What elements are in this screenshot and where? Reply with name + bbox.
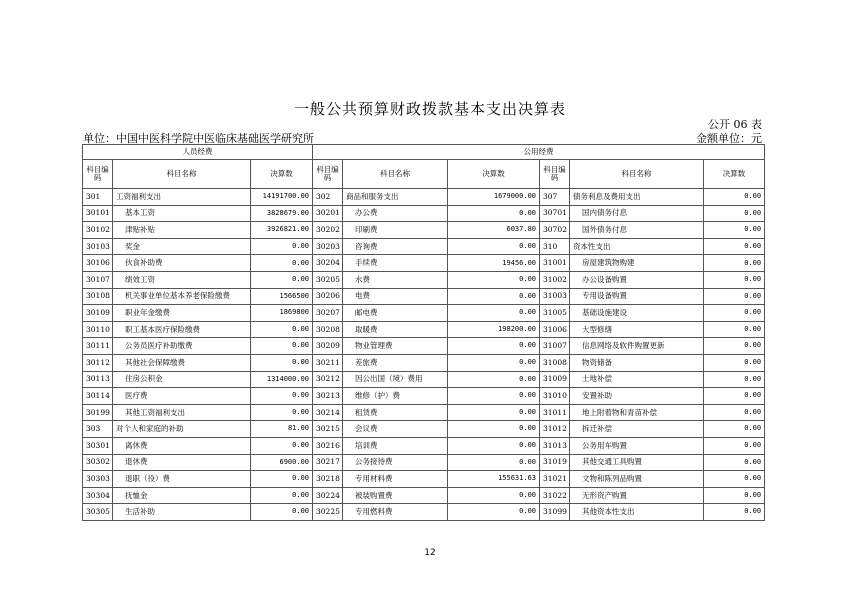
subject-code: 302 — [313, 189, 343, 206]
subject-name: 邮电费 — [343, 305, 448, 322]
page-number: 12 — [424, 548, 436, 558]
amount: 0.00 — [448, 371, 540, 388]
subject-code: 30214 — [313, 404, 343, 421]
subject-name: 住房公积金 — [113, 371, 251, 388]
column-header-row — [83, 160, 765, 189]
subject-code: 31010 — [540, 388, 570, 405]
amount: 0.00 — [704, 487, 765, 504]
subject-code: 30212 — [313, 371, 343, 388]
amount: 0.00 — [704, 238, 765, 255]
subject-name: 基础设施建设 — [570, 305, 704, 322]
subject-name: 津贴补贴 — [113, 222, 251, 239]
subject-name: 被装购置费 — [343, 487, 448, 504]
subject-name: 其他工资福利支出 — [113, 404, 251, 421]
subject-code: 30202 — [313, 222, 343, 239]
group-header-row — [83, 145, 765, 160]
subject-code: 31008 — [540, 354, 570, 371]
subject-name: 离休费 — [113, 437, 251, 454]
subject-name: 工资福利支出 — [113, 189, 251, 206]
table-row — [83, 305, 765, 322]
amount: 0.00 — [704, 421, 765, 438]
subject-code: 31011 — [540, 404, 570, 421]
subject-name: 土地补偿 — [570, 371, 704, 388]
subject-name: 水费 — [343, 271, 448, 288]
amount: 0.00 — [704, 338, 765, 355]
subject-code: 30111 — [83, 338, 113, 355]
table-row — [83, 321, 765, 338]
subject-code: 301 — [83, 189, 113, 206]
subject-code: 30102 — [83, 222, 113, 239]
header-amount: 决算数 — [448, 160, 540, 189]
table-row — [83, 371, 765, 388]
subject-code: 30113 — [83, 371, 113, 388]
subject-code: 30218 — [313, 471, 343, 488]
subject-code: 30203 — [313, 238, 343, 255]
header-amount: 决算数 — [251, 160, 313, 189]
subject-name: 办公设备购置 — [570, 271, 704, 288]
subject-code: 310 — [540, 238, 570, 255]
subject-name: 手续费 — [343, 255, 448, 272]
amount: 1869800 — [251, 305, 313, 322]
amount: 6900.00 — [251, 454, 313, 471]
subject-code: 31002 — [540, 271, 570, 288]
amount: 0.00 — [448, 354, 540, 371]
table-row — [83, 504, 765, 521]
subject-name: 培训费 — [343, 437, 448, 454]
amount: 0.00 — [704, 437, 765, 454]
amount: 81.00 — [251, 421, 313, 438]
amount: 19456.00 — [448, 255, 540, 272]
subject-name: 公务员医疗补助缴费 — [113, 338, 251, 355]
subject-name: 基本工资 — [113, 205, 251, 222]
subject-code: 30106 — [83, 255, 113, 272]
amount-unit: 金额单位：元 — [696, 132, 762, 145]
amount: 1679000.00 — [448, 189, 540, 206]
expenditure-table — [82, 144, 765, 521]
subject-name: 会议费 — [343, 421, 448, 438]
subject-name: 伙食补助费 — [113, 255, 251, 272]
subject-name: 医疗费 — [113, 388, 251, 405]
subject-code: 30225 — [313, 504, 343, 521]
subject-name: 物资储备 — [570, 354, 704, 371]
subject-name: 退休费 — [113, 454, 251, 471]
subject-code: 30211 — [313, 354, 343, 371]
subject-code: 31005 — [540, 305, 570, 322]
amount: 0.00 — [448, 271, 540, 288]
amount: 155631.63 — [448, 471, 540, 488]
table-row — [83, 255, 765, 272]
amount: 0.00 — [704, 454, 765, 471]
subject-name: 商品和服务支出 — [343, 189, 448, 206]
subject-code: 30207 — [313, 305, 343, 322]
amount: 0.00 — [251, 271, 313, 288]
subject-name: 地上附着物和青苗补偿 — [570, 404, 704, 421]
subject-name: 其他社会保障缴费 — [113, 354, 251, 371]
subject-code: 30304 — [83, 487, 113, 504]
amount: 0.00 — [448, 504, 540, 521]
table-row — [83, 189, 765, 206]
amount: 0.00 — [704, 471, 765, 488]
subject-code: 31006 — [540, 321, 570, 338]
subject-code: 30108 — [83, 288, 113, 305]
subject-code: 30199 — [83, 404, 113, 421]
subject-code: 31001 — [540, 255, 570, 272]
amount: 0.00 — [251, 354, 313, 371]
subject-code: 30103 — [83, 238, 113, 255]
subject-code: 31003 — [540, 288, 570, 305]
subject-code: 30224 — [313, 487, 343, 504]
subject-code: 30204 — [313, 255, 343, 272]
subject-name: 生活补助 — [113, 504, 251, 521]
subject-code: 30303 — [83, 471, 113, 488]
table-row — [83, 421, 765, 438]
form-number: 公开 06 表 — [708, 118, 762, 131]
subject-name: 公务用车购置 — [570, 437, 704, 454]
subject-code: 30213 — [313, 388, 343, 405]
unit-name: 单位：中国中医科学院中医临床基础医学研究所 — [83, 132, 314, 145]
page-title: 一般公共预算财政拨款基本支出决算表 — [293, 100, 566, 118]
subject-name: 维修（护）费 — [343, 388, 448, 405]
subject-code: 30101 — [83, 205, 113, 222]
amount: 0.00 — [448, 421, 540, 438]
subject-name: 无形资产购置 — [570, 487, 704, 504]
amount: 0.00 — [704, 321, 765, 338]
header-code: 科目编码 — [540, 160, 570, 189]
amount: 0.00 — [704, 255, 765, 272]
subject-name: 国外债务付息 — [570, 222, 704, 239]
amount: 0.00 — [704, 404, 765, 421]
subject-code: 307 — [540, 189, 570, 206]
subject-name: 差旅费 — [343, 354, 448, 371]
subject-code: 30209 — [313, 338, 343, 355]
amount: 0.00 — [704, 189, 765, 206]
subject-name: 专用材料费 — [343, 471, 448, 488]
subject-name: 租赁费 — [343, 404, 448, 421]
subject-code: 31099 — [540, 504, 570, 521]
subject-code: 30215 — [313, 421, 343, 438]
header-name: 科目名称 — [343, 160, 448, 189]
amount: 0.00 — [704, 271, 765, 288]
subject-code: 31021 — [540, 471, 570, 488]
subject-name: 大型修缮 — [570, 321, 704, 338]
subject-name: 房屋建筑物购建 — [570, 255, 704, 272]
amount: 198200.00 — [448, 321, 540, 338]
table-row — [83, 271, 765, 288]
table-row — [83, 288, 765, 305]
group-public: 公用经费 — [313, 145, 765, 160]
amount: 3828679.00 — [251, 205, 313, 222]
subject-code: 30206 — [313, 288, 343, 305]
amount: 6037.80 — [448, 222, 540, 239]
table-row — [83, 222, 765, 239]
amount: 0.00 — [251, 338, 313, 355]
subject-code: 30109 — [83, 305, 113, 322]
amount: 0.00 — [448, 305, 540, 322]
amount: 0.00 — [251, 321, 313, 338]
subject-code: 31009 — [540, 371, 570, 388]
amount: 0.00 — [704, 371, 765, 388]
subject-name: 信息网络及软件购置更新 — [570, 338, 704, 355]
subject-name: 绩效工资 — [113, 271, 251, 288]
amount: 0.00 — [251, 388, 313, 405]
amount: 0.00 — [448, 338, 540, 355]
amount: 0.00 — [448, 454, 540, 471]
header-code: 科目编码 — [313, 160, 343, 189]
amount: 0.00 — [251, 437, 313, 454]
subject-name: 安置补助 — [570, 388, 704, 405]
subject-code: 31019 — [540, 454, 570, 471]
table-row — [83, 238, 765, 255]
amount: 0.00 — [704, 504, 765, 521]
subject-name: 职业年金缴费 — [113, 305, 251, 322]
subject-name: 文物和陈列品购置 — [570, 471, 704, 488]
header-name: 科目名称 — [570, 160, 704, 189]
subject-code: 30217 — [313, 454, 343, 471]
amount: 0.00 — [448, 437, 540, 454]
amount: 0.00 — [448, 288, 540, 305]
amount: 0.00 — [251, 238, 313, 255]
table-row — [83, 338, 765, 355]
header-code: 科目编码 — [83, 160, 113, 189]
subject-code: 30114 — [83, 388, 113, 405]
subject-code: 30216 — [313, 437, 343, 454]
amount: 0.00 — [251, 487, 313, 504]
amount: 0.00 — [448, 404, 540, 421]
subject-name: 国内债务付息 — [570, 205, 704, 222]
amount: 0.00 — [251, 471, 313, 488]
subject-code: 30107 — [83, 271, 113, 288]
amount: 0.00 — [251, 255, 313, 272]
subject-code: 30208 — [313, 321, 343, 338]
amount: 0.00 — [448, 238, 540, 255]
subject-name: 印刷费 — [343, 222, 448, 239]
amount: 0.00 — [704, 388, 765, 405]
subject-name: 专用设备购置 — [570, 288, 704, 305]
subject-name: 物业管理费 — [343, 338, 448, 355]
subject-name: 退职（役）费 — [113, 471, 251, 488]
subject-name: 债务利息及费用支出 — [570, 189, 704, 206]
subject-name: 咨询费 — [343, 238, 448, 255]
table-row — [83, 388, 765, 405]
subject-name: 资本性支出 — [570, 238, 704, 255]
subject-name: 职工基本医疗保险缴费 — [113, 321, 251, 338]
subject-code: 30301 — [83, 437, 113, 454]
subject-code: 30302 — [83, 454, 113, 471]
subject-code: 31022 — [540, 487, 570, 504]
subject-code: 30112 — [83, 354, 113, 371]
subject-name: 取暖费 — [343, 321, 448, 338]
header-amount: 决算数 — [704, 160, 765, 189]
table-row — [83, 471, 765, 488]
subject-code: 31007 — [540, 338, 570, 355]
amount: 3926821.00 — [251, 222, 313, 239]
subject-name: 机关事业单位基本养老保险缴费 — [113, 288, 251, 305]
subject-name: 电费 — [343, 288, 448, 305]
amount: 0.00 — [704, 222, 765, 239]
amount: 0.00 — [448, 487, 540, 504]
subject-code: 30701 — [540, 205, 570, 222]
table-row — [83, 487, 765, 504]
amount: 0.00 — [251, 504, 313, 521]
subject-name: 专用燃料费 — [343, 504, 448, 521]
amount: 0.00 — [704, 205, 765, 222]
subject-name: 对个人和家庭的补助 — [113, 421, 251, 438]
amount: 0.00 — [448, 388, 540, 405]
group-personnel: 人员经费 — [83, 145, 313, 160]
amount: 14191700.00 — [251, 189, 313, 206]
subject-name: 因公出国（境）费用 — [343, 371, 448, 388]
table-row — [83, 354, 765, 371]
subject-name: 奖金 — [113, 238, 251, 255]
table-row — [83, 454, 765, 471]
amount: 0.00 — [704, 288, 765, 305]
subject-name: 其他交通工具购置 — [570, 454, 704, 471]
subject-name: 办公费 — [343, 205, 448, 222]
subject-name: 其他资本性支出 — [570, 504, 704, 521]
subject-code: 31013 — [540, 437, 570, 454]
amount: 1566500 — [251, 288, 313, 305]
subject-code: 30702 — [540, 222, 570, 239]
subject-code: 303 — [83, 421, 113, 438]
table-row — [83, 404, 765, 421]
subject-code: 30201 — [313, 205, 343, 222]
subject-code: 31012 — [540, 421, 570, 438]
table-row — [83, 205, 765, 222]
subject-name: 拆迁补偿 — [570, 421, 704, 438]
subject-code: 30110 — [83, 321, 113, 338]
table-row — [83, 437, 765, 454]
subject-code: 30205 — [313, 271, 343, 288]
subject-name: 抚恤金 — [113, 487, 251, 504]
subject-code: 30305 — [83, 504, 113, 521]
amount: 0.00 — [704, 305, 765, 322]
header-name: 科目名称 — [113, 160, 251, 189]
amount: 0.00 — [251, 404, 313, 421]
subject-name: 公务接待费 — [343, 454, 448, 471]
amount: 0.00 — [448, 205, 540, 222]
amount: 0.00 — [704, 354, 765, 371]
amount: 1314000.00 — [251, 371, 313, 388]
